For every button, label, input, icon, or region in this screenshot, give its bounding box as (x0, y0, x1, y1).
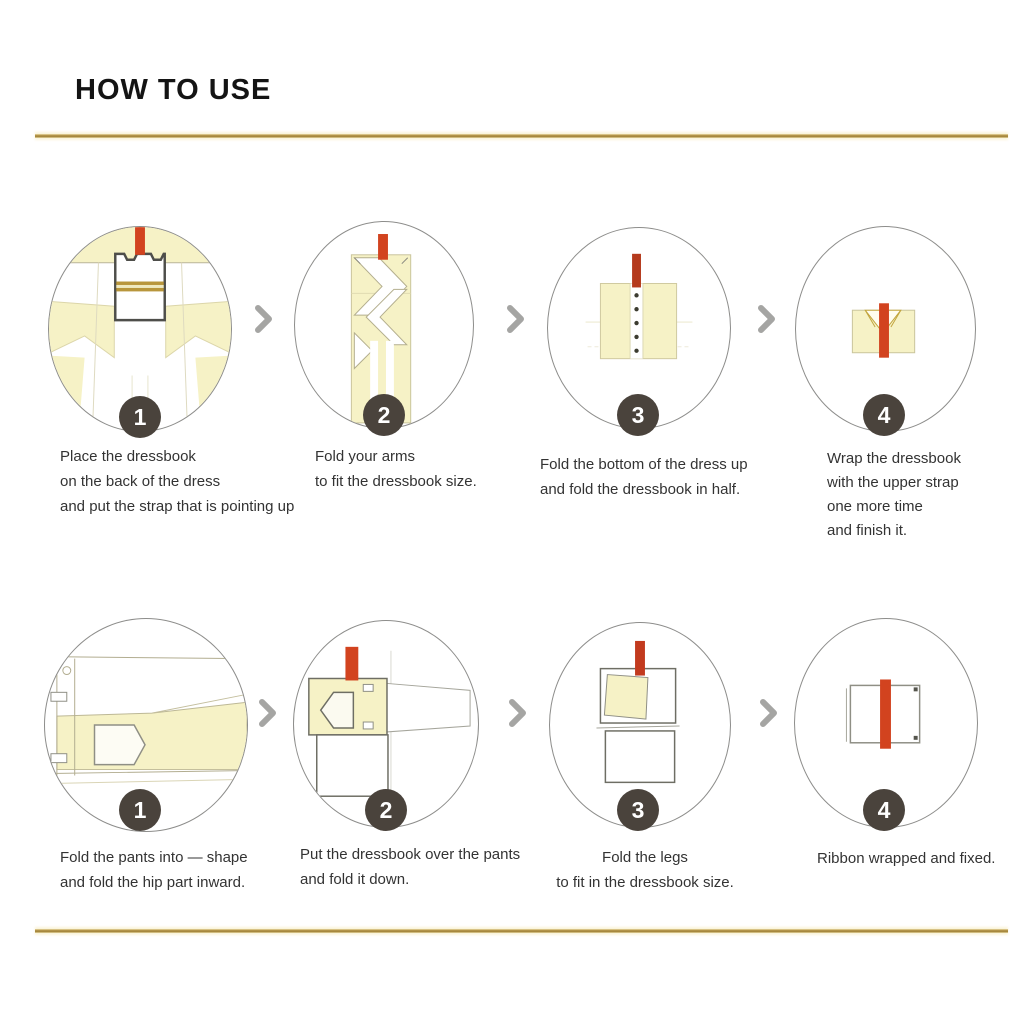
red-strap (345, 647, 358, 681)
caption-line: one more time (827, 498, 923, 515)
step-number-badge (119, 396, 161, 438)
caption-line: and put the strap that is pointing up (60, 498, 295, 515)
next-step-chevron-icon (758, 697, 778, 729)
step-caption (60, 845, 248, 895)
pocket (95, 725, 145, 765)
caption-line: Fold the legs (602, 849, 688, 866)
red-strap (378, 234, 388, 260)
step-number-badge (363, 394, 405, 436)
caption-line: Wrap the dressbook (827, 450, 961, 467)
dressbook (604, 675, 648, 720)
caption-line: on the back of the dress (60, 473, 221, 490)
caption-line: to fit the dressbook size. (315, 473, 477, 490)
caption-line: and fold the hip part inward. (60, 874, 246, 891)
caption-line: to fit in the dressbook size. (556, 874, 734, 891)
step-number-badge (863, 789, 905, 831)
step-caption (60, 444, 294, 519)
page-title: HOW TO USE (75, 74, 272, 106)
next-step-chevron-icon (756, 303, 776, 335)
step-number: 4 (877, 796, 891, 823)
caption-line: and fold the dressbook in half. (540, 481, 741, 498)
step-caption (827, 447, 961, 543)
red-strap (632, 254, 641, 288)
caption-line: Place the dressbook (60, 448, 196, 465)
step-number: 1 (133, 796, 147, 823)
caption-line: with the upper strap (827, 474, 959, 491)
step-number-badge (119, 789, 161, 831)
red-strap (635, 641, 645, 676)
red-strap (135, 227, 145, 255)
step-number: 3 (631, 401, 645, 428)
next-step-chevron-icon (505, 303, 525, 335)
caption-line: and finish it. (827, 522, 908, 539)
pants-body (57, 702, 247, 769)
top-gold-rule (35, 134, 1008, 138)
next-step-chevron-icon (257, 697, 277, 729)
step-number: 1 (133, 403, 147, 430)
step-caption (817, 846, 995, 871)
next-step-chevron-icon (253, 303, 273, 335)
step-caption (545, 845, 745, 895)
pants-leg (387, 683, 470, 731)
step-caption (540, 452, 748, 502)
folded-half (317, 735, 388, 796)
caption-line: and fold it down. (300, 871, 410, 888)
step-number: 2 (379, 796, 393, 823)
step-caption (300, 842, 520, 892)
left-sleeve-fold (49, 300, 114, 359)
step-number: 4 (877, 401, 891, 428)
step-number-badge (617, 394, 659, 436)
step-number-badge (617, 789, 659, 831)
caption-line: Fold the bottom of the dress up (540, 456, 748, 473)
caption-line: Put the dressbook over the pants (300, 846, 521, 863)
next-step-chevron-icon (507, 697, 527, 729)
step-number: 2 (377, 401, 391, 428)
step-number-badge (863, 394, 905, 436)
caption-line: Fold the pants into — shape (60, 849, 248, 866)
step-number: 3 (631, 796, 645, 823)
red-ribbon (880, 679, 891, 748)
caption-line: Ribbon wrapped and fixed. (817, 850, 996, 867)
red-strap (879, 303, 889, 357)
folded-legs (605, 731, 674, 782)
bottom-gold-rule (35, 929, 1008, 933)
step-caption (315, 444, 477, 494)
caption-line: Fold your arms (315, 448, 416, 465)
right-sleeve-fold (166, 300, 231, 359)
step-number-badge (365, 789, 407, 831)
